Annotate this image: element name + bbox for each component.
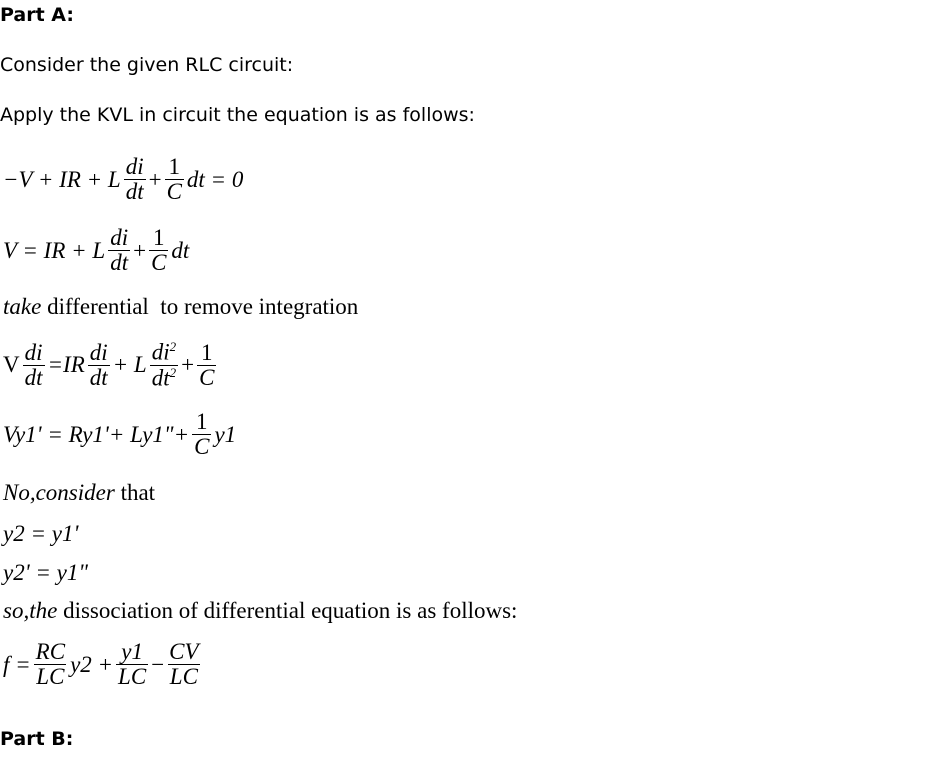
equation-voltage xyxy=(3,226,189,275)
eq4-frac-3: $\frac{di^2}{dt^2}$ xyxy=(151,339,177,391)
equation-y-form xyxy=(3,410,236,459)
eq10-mid: y2 + xyxy=(70,651,114,677)
consider-note xyxy=(3,480,155,506)
eq4-frac-1: $\frac{di}{dt}$ xyxy=(24,339,43,390)
eq4-plus: + xyxy=(181,352,195,378)
eq6-italic: No,consider xyxy=(3,480,115,505)
eq4-plus-l: + L xyxy=(112,352,147,378)
equation-y2: y2 = y1' xyxy=(3,521,79,546)
eq10-frac-3: $\frac{CV}{LC}$ xyxy=(169,639,199,690)
equation-f xyxy=(3,640,204,689)
eq1-plus: + xyxy=(148,166,162,192)
eq2-lhs: V = IR + L xyxy=(3,237,106,263)
eq6-rest: that xyxy=(114,480,156,505)
eq10-frac-1: $\frac{RC}{LC}$ xyxy=(35,639,66,690)
eq2-rhs: dt xyxy=(171,237,190,263)
eq2-frac-1-c: $\frac{1}{C}$ xyxy=(151,225,167,276)
eq4-frac-4: $\frac{1}{C}$ xyxy=(199,339,215,390)
equation-differentiated xyxy=(3,340,219,391)
eq1-rhs: dt = 0 xyxy=(186,166,244,192)
eq1-lhs: −V + IR + L xyxy=(3,166,121,192)
eq2-plus: + xyxy=(133,237,147,263)
eq4-mid: =IR xyxy=(47,352,85,378)
eq9-rest: dissociation of differential equation is as follows: xyxy=(57,598,518,623)
equation-kvl xyxy=(3,155,243,204)
eq10-lhs: f = xyxy=(3,651,31,677)
part-a-heading: Part A: xyxy=(0,4,74,26)
eq10-minus: − xyxy=(151,651,165,677)
differential-note xyxy=(3,294,358,320)
dissociation-note xyxy=(3,598,517,624)
intro-text: Consider the given RLC circuit: xyxy=(0,54,294,76)
eq3-rest: differential to remove integration xyxy=(41,294,359,319)
eq2-frac-di-dt: $\frac{di}{dt}$ xyxy=(110,225,129,276)
part-b-heading: Part B: xyxy=(0,728,74,750)
eq9-italic: so,the xyxy=(3,598,58,623)
kvl-text: Apply the KVL in circuit the equation is as follows: xyxy=(0,104,475,126)
eq4-frac-2: $\frac{di}{dt}$ xyxy=(89,339,108,390)
eq5-rhs: y1 xyxy=(214,421,237,447)
eq5-lhs: Vy1' = Ry1'+ Ly1"+ xyxy=(3,421,190,447)
eq4-v: V xyxy=(3,352,20,378)
eq10-frac-2: $\frac{y1}{LC}$ xyxy=(118,639,147,690)
eq5-frac: $\frac{1}{C}$ xyxy=(194,409,210,460)
eq1-frac-di-dt: $\frac{di}{dt}$ xyxy=(125,154,144,205)
eq3-italic: take xyxy=(3,294,42,319)
eq1-frac-1-c: $\frac{1}{C}$ xyxy=(166,154,182,205)
equation-y2-prime: y2' = y1" xyxy=(3,560,89,585)
